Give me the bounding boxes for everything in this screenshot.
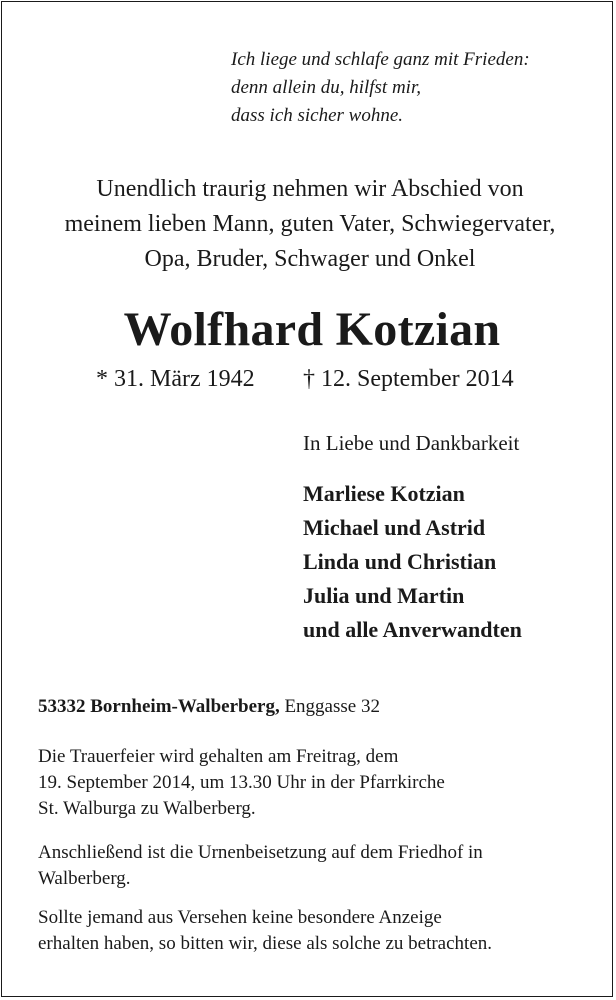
notice-line: Anschließend ist die Urnenbeisetzung auf dem Friedhof in (38, 842, 483, 863)
bible-quote (231, 46, 530, 130)
mourner-name: Michael und Astrid (303, 515, 486, 540)
notice-line: erhalten haben, so bitten wir, diese als solche zu betrachten. (38, 933, 493, 954)
mourner-name: Julia und Martin (303, 583, 465, 608)
death-date: † 12. September 2014 (303, 366, 514, 392)
quote-line: denn allein du, hilfst mir, (231, 77, 421, 98)
address-city: 53332 Bornheim-Walberberg, (38, 696, 280, 717)
address (38, 694, 380, 720)
notice-line: Walberberg. (38, 868, 131, 889)
intro-line: meinem lieben Mann, guten Vater, Schwiegervater, (64, 211, 556, 237)
farewell-intro (2, 172, 616, 277)
notice-line: St. Walburga zu Walberberg. (38, 798, 256, 819)
mourner-name: Linda und Christian (303, 549, 497, 574)
notice-line: 19. September 2014, um 13.30 Uhr in der Pfarrkirche (38, 772, 445, 793)
deceased-name: Wolfhard Kotzian (123, 303, 501, 356)
announcement-notice (38, 905, 598, 957)
address-street: Enggasse 32 (284, 696, 380, 717)
notice-line: Sollte jemand aus Versehen keine besondere Anzeige (38, 907, 442, 928)
funeral-notice (38, 744, 598, 822)
quote-line: dass ich sicher wohne. (231, 105, 404, 126)
intro-line: Unendlich traurig nehmen wir Abschied von (96, 176, 524, 202)
quote-line: Ich liege und schlafe ganz mit Frieden: (231, 49, 530, 70)
signature-intro: In Liebe und Dankbarkeit (303, 431, 520, 455)
mourners-list (303, 477, 522, 647)
notice-line: Die Trauerfeier wird gehalten am Freitrag, dem (38, 746, 399, 767)
mourner-name: Marliese Kotzian (303, 481, 465, 506)
intro-line: Opa, Bruder, Schwager und Onkel (144, 246, 476, 272)
birth-date: * 31. März 1942 (96, 366, 255, 392)
mourner-name: und alle Anverwandten (303, 617, 522, 642)
burial-notice (38, 840, 598, 892)
obituary-frame (1, 1, 613, 997)
